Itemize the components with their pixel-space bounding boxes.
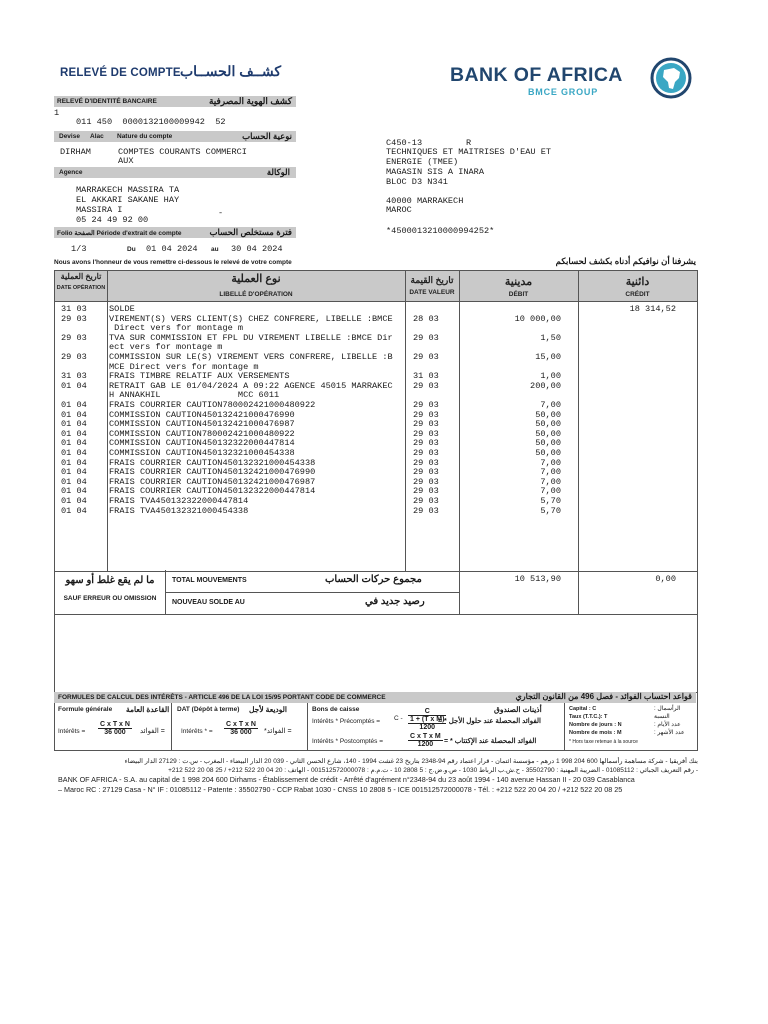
op-date: 01 04 — [61, 410, 87, 420]
folio: 1/3 — [71, 244, 87, 254]
alac-label: Alac — [90, 133, 104, 140]
op-debit: 5,70 — [540, 497, 561, 506]
col-date-op: DATE OPÉRATION — [56, 285, 106, 291]
op-label: H ANNAKHIL MCC 6011 — [109, 391, 280, 401]
nature-label-ar: نوعية الحساب — [242, 131, 292, 141]
table-row — [55, 401, 697, 411]
op-value-date: 31 03 — [413, 372, 439, 382]
op-label: RETRAIT GAB LE 01/04/2024 A 09:22 AGENCE 45015 MARRAKEC — [109, 381, 393, 391]
au-label: au — [211, 246, 219, 253]
op-value-date: 29 03 — [413, 458, 439, 468]
client-name-line2: ENERGIE (TMEE) — [386, 157, 459, 167]
agency-bar — [54, 167, 296, 178]
op-label: COMMISSION CAUTION780002421000480922 — [109, 429, 295, 439]
op-date: 29 03 — [61, 333, 87, 343]
sauf-erreur: SAUF ERREUR OU OMISSION — [63, 595, 157, 602]
legend-mois: Nombre de mois : M — [569, 730, 622, 736]
client-address-line2: BLOC D3 N341 — [386, 177, 448, 187]
general-fawaid: = الفوائد — [140, 728, 165, 735]
general-formula-label-ar: القاعدة العامة — [126, 705, 170, 714]
table-row — [55, 439, 697, 449]
operations-table — [54, 270, 698, 572]
op-date: 01 04 — [61, 477, 87, 487]
footer-ar-line2: - رقم التعريف الجبائي : 01085112 - الضريبة المهنية : 35502790 - ح.ش.ب الرباط 1030 - ص.و.ض.ج : 5 2808 10 - ت.م.م : 001512572000078 - الهاتف : 20 04 20 522 212+ / 25 08 20 522 212+ — [168, 767, 698, 775]
op-date: 01 04 — [61, 439, 87, 449]
table-row — [55, 420, 697, 430]
op-label: Direct vers for montage m — [109, 324, 244, 334]
op-label: FRAIS COURRIER CAUTION780002421000480922 — [109, 401, 316, 410]
op-value-date: 28 03 — [413, 314, 439, 324]
total-debit: 10 513,90 — [514, 574, 561, 584]
op-value-date: 29 03 — [413, 468, 439, 478]
notice-ar: يشرفنا أن نوافيكم أدناه بكشف لحسابكم — [555, 256, 696, 266]
account-nature-line1: COMPTES COURANTS COMMERCI — [118, 147, 247, 157]
period-label-ar: فترة مستخلص الحساب — [209, 227, 292, 237]
table-row — [55, 459, 697, 469]
postcomptes-fraction: $\frac{\text{C x T x M}}{1200}$ — [410, 733, 441, 748]
table-row — [55, 353, 697, 363]
op-label: COMMISSION CAUTION450132322000447814 — [109, 439, 295, 449]
formulas-title: FORMULES DE CALCUL DES INTÉRÊTS - ARTICLE 496 DE LA LOI 15/95 PORTANT CODE DE COMMERCE — [58, 693, 386, 701]
legend-taux-ar: النسبة — [654, 714, 670, 720]
agency-line3: MASSIRA I — [76, 205, 123, 215]
legal-footer — [58, 757, 698, 794]
table-row — [55, 391, 697, 401]
precomptes-label-ar: الفوائد المحصلة عند حلول الأجل * = — [438, 718, 541, 725]
rib-bar — [54, 96, 296, 107]
client-country: MAROC — [386, 205, 412, 215]
op-label: COMMISSION SUR LE(S) VIREMENT VERS CONFRERE, LIBELLE :B — [109, 353, 393, 362]
dat-label-ar: الوديعة لأجل — [249, 705, 287, 714]
agency-phone: 05 24 49 92 00 — [76, 215, 149, 225]
op-date: 01 04 — [61, 401, 87, 410]
footer-fr-line1: BANK OF AFRICA - S.A. au capital de 1 998 204 600 Dirhams - Établissement de crédit - Arrêté d'agrément n°2348-94 du 23 août 1994 - 140 avenue Hassan II - 20 039 Casablanca — [58, 775, 635, 785]
client-code: C450-13 — [386, 138, 423, 148]
op-value-date: 29 03 — [413, 381, 439, 391]
op-date: 01 04 — [61, 449, 87, 458]
rib-value: 011 450 0000132100009942 52 — [76, 117, 226, 127]
col-date-val: DATE VALEUR — [409, 289, 455, 296]
agency-line2: EL AKKARI SAKANE HAY — [76, 195, 180, 205]
legend-jours-ar: عدد الأيام : — [654, 722, 681, 728]
formulas-header — [54, 692, 696, 703]
sauf-erreur-ar: ما لم يقع غلط أو سهو — [65, 575, 155, 586]
table-row — [55, 363, 697, 373]
op-label: COMMISSION CAUTION450132421000476987 — [109, 420, 295, 430]
legend-jours: Nombre de jours : N — [569, 722, 622, 728]
currency: DIRHAM — [60, 147, 91, 157]
table-row — [55, 343, 697, 353]
statement-title: RELEVÉ DE COMPTE — [60, 67, 181, 79]
client-address-line1: MAGASIN SIS A INARA — [386, 167, 484, 177]
op-value-date: 29 03 — [413, 439, 439, 449]
table-row — [55, 507, 697, 517]
general-interets: Intérêts = — [58, 728, 86, 735]
op-debit: 50,00 — [535, 429, 561, 439]
devise-label: Devise — [59, 133, 80, 140]
legend-mois-ar: عدد الأشهر : — [654, 730, 685, 736]
period-from: 01 04 2024 — [146, 244, 198, 254]
nature-label: Nature du compte — [117, 133, 173, 140]
statement-title-ar: كشــف الحســاب — [180, 63, 282, 79]
general-formula-label: Formule générale — [58, 706, 113, 713]
legend-capital-ar: الرأسمال : — [654, 706, 681, 712]
op-label: MCE Direct vers for montage m — [109, 362, 259, 372]
op-value-date: 29 03 — [413, 487, 439, 497]
rib-label-ar: كشف الهوية المصرفية — [208, 96, 292, 106]
total-label-ar: مجموع حركات الحساب — [325, 574, 422, 585]
notice-fr: Nous avons l'honneur de vous remettre ci-dessous le relevé de votre compte — [54, 259, 292, 266]
col-libelle-ar: نوع العملية — [231, 273, 281, 285]
op-date: 01 04 — [61, 420, 87, 430]
op-value-date: 29 03 — [413, 449, 439, 458]
op-label: FRAIS TVA450132322000447814 — [109, 497, 249, 506]
op-label: FRAIS COURRIER CAUTION450132421000476990 — [109, 468, 316, 478]
footer-fr-line2: – Maroc RC : 27129 Casa - N° IF : 01085112 - Patente : 35502790 - CCP Rabat 1030 - CNSS 10 2808 5 - ICE 001512572000078 - Tél. : +212 522 20 04 20 / +212 522 20 08 25 — [58, 784, 623, 794]
agency-dash: - — [218, 208, 224, 218]
op-credit: 18 314,52 — [629, 305, 676, 314]
c-minus: C - — [394, 715, 403, 722]
op-value-date: 29 03 — [413, 506, 439, 516]
op-debit: 7,00 — [540, 468, 561, 478]
agency-line1: MARRAKECH MASSIRA TA — [76, 185, 180, 195]
op-debit: 5,70 — [540, 506, 561, 516]
table-row — [55, 372, 697, 382]
op-value-date: 29 03 — [413, 429, 439, 439]
rib-label: RELEVÉ D'IDENTITÉ BANCAIRE — [57, 98, 157, 105]
op-value-date: 29 03 — [413, 410, 439, 420]
table-row — [55, 315, 697, 325]
bons-label-ar: أذينات الصندوق — [494, 705, 542, 714]
table-row — [55, 382, 697, 392]
client-city: 40000 MARRAKECH — [386, 196, 464, 206]
op-date: 01 04 — [61, 487, 87, 497]
table-row — [55, 449, 697, 459]
col-credit-ar: دائنية — [625, 276, 650, 288]
table-row — [55, 305, 697, 315]
op-label: FRAIS TIMBRE RELATIF AUX VERSEMENTS — [109, 372, 290, 382]
op-label: ect vers for montage m — [109, 343, 223, 353]
du-label: Du — [127, 246, 136, 253]
agency-label: Agence — [59, 169, 83, 176]
op-date: 01 04 — [61, 458, 87, 468]
op-debit: 1,50 — [540, 333, 561, 343]
africa-logo-icon — [650, 57, 692, 99]
op-value-date: 29 03 — [413, 353, 439, 362]
bons-label: Bons de caisse — [312, 706, 360, 713]
period-label: Folio الصفحة Période d'extrait de compte — [57, 230, 182, 237]
dat-label: DAT (Dépôt à terme) — [177, 706, 240, 713]
legend-hors-taxe: * Hors taxe retenue à la source — [569, 739, 638, 745]
precomptes-fraction: C 1 + (T x M) 1200 — [410, 708, 445, 731]
op-value-date: 29 03 — [413, 497, 439, 506]
col-debit-ar: مدينية — [504, 276, 533, 288]
formulas-body — [54, 703, 696, 750]
footer-ar-line1: بنك أفريقيا - شركة مساهمة رأسمالها 600 204 998 1 درهم - مؤسسة ائتمان - قرار اعتماد رقم 94-2348 بتاريخ 23 غشت 1994 - 140، شارع الحسن الثاني - 039 20 الدار البيضاء - المغرب - س.ت : 27129 الدار البيضاء — [124, 758, 698, 765]
col-date-val-ar: تاريخ القيمة — [410, 275, 454, 285]
op-date: 01 04 — [61, 381, 87, 391]
op-debit: 50,00 — [535, 439, 561, 449]
op-label: VIREMENT(S) VERS CLIENT(S) CHEZ CONFRERE, LIBELLE :BMCE — [109, 314, 393, 324]
op-label: FRAIS COURRIER CAUTION450132322000447814 — [109, 487, 316, 497]
new-balance-label-ar: رصيد جديد في — [365, 596, 425, 607]
table-row — [55, 411, 697, 421]
col-date-op-ar: تاريخ العملية — [60, 272, 102, 281]
client-code-r: R — [466, 138, 472, 148]
period-to: 30 04 2024 — [231, 244, 283, 254]
op-debit: 7,00 — [540, 401, 561, 410]
table-row — [55, 468, 697, 478]
op-debit: 7,00 — [540, 458, 561, 468]
op-debit: 50,00 — [535, 420, 561, 430]
period-bar — [54, 227, 296, 238]
table-row — [55, 324, 697, 334]
op-value-date: 29 03 — [413, 477, 439, 487]
bank-name: BANK OF AFRICA — [450, 64, 623, 86]
client-reference: *4500013210000994252* — [386, 226, 495, 236]
col-libelle: LIBELLÉ D'OPÉRATION — [219, 291, 293, 298]
col-credit: CRÉDIT — [625, 291, 650, 298]
op-debit: 50,00 — [535, 410, 561, 420]
total-label: TOTAL MOUVEMENTS — [172, 577, 247, 584]
op-date: 29 03 — [61, 314, 87, 324]
bank-logo — [450, 57, 700, 103]
postcomptes-label: Intérêts * Postcomptés = — [312, 738, 383, 745]
legend-capital: Capital : C — [569, 706, 597, 712]
dat-fraction: $\frac{\text{C x T x N}}{36 000}$ — [226, 721, 256, 736]
op-label: COMMISSION CAUTION450132421000476990 — [109, 410, 295, 420]
op-debit: 50,00 — [535, 449, 561, 458]
op-debit: 7,00 — [540, 487, 561, 497]
new-balance-label: NOUVEAU SOLDE AU — [172, 599, 245, 606]
precomptes-label: Intérêts * Précomptés = — [312, 718, 381, 725]
op-label: TVA SUR COMMISSION ET FPL DU VIREMENT LIBELLE :BMCE Dir — [109, 333, 393, 343]
op-label: FRAIS TVA450132321000454338 — [109, 506, 249, 516]
blank-area — [54, 614, 698, 693]
op-debit: 7,00 — [540, 477, 561, 487]
op-date: 29 03 — [61, 353, 87, 362]
account-bar — [54, 131, 296, 142]
table-row — [55, 478, 697, 488]
postcomptes-label-ar: الفوائد المحصلة عند الإكتتاب * = — [444, 738, 537, 745]
op-value-date: 29 03 — [413, 420, 439, 430]
legend-taux: Taux (T.T.C.): T — [569, 714, 608, 720]
op-label: FRAIS COURRIER CAUTION450132321000454338 — [109, 458, 316, 468]
agency-label-ar: الوكالة — [266, 167, 290, 177]
total-credit: 0,00 — [655, 574, 676, 584]
table-row — [55, 487, 697, 497]
op-date: 01 04 — [61, 497, 87, 506]
op-date: 31 03 — [61, 305, 87, 314]
table-row — [55, 334, 697, 344]
op-label: FRAIS COURRIER CAUTION450132421000476987 — [109, 477, 316, 487]
op-date: 31 03 — [61, 372, 87, 382]
op-debit: 1,00 — [540, 372, 561, 382]
op-value-date: 29 03 — [413, 333, 439, 343]
bank-group: BMCE GROUP — [528, 87, 599, 97]
op-date: 01 04 — [61, 506, 87, 516]
op-date: 01 04 — [61, 429, 87, 439]
op-value-date: 29 03 — [413, 401, 439, 410]
op-label: SOLDE — [109, 305, 135, 314]
op-date: 01 04 — [61, 468, 87, 478]
op-debit: 10 000,00 — [514, 314, 561, 324]
table-row — [55, 497, 697, 507]
dat-interets: Intérêts * = — [181, 728, 213, 735]
client-name-line1: TECHNIQUES ET MAITRISES D'EAU ET — [386, 147, 552, 157]
formulas-title-ar: قواعد احتساب الفوائد - فصل 496 من القانون التجاري — [515, 692, 692, 701]
op-debit: 200,00 — [530, 381, 561, 391]
totals-section — [54, 570, 698, 615]
account-nature-line2: AUX — [118, 156, 134, 166]
op-label: COMMISSION CAUTION450132321000454338 — [109, 449, 295, 458]
rib-index: 1 — [54, 108, 60, 118]
dat-fawaid: = الفوائد* — [264, 728, 292, 735]
col-debit: DÉBIT — [508, 291, 529, 298]
table-row — [55, 430, 697, 440]
op-debit: 15,00 — [535, 353, 561, 362]
general-fraction: $\frac{\text{C x T x N}}{36 000}$ — [100, 721, 130, 736]
